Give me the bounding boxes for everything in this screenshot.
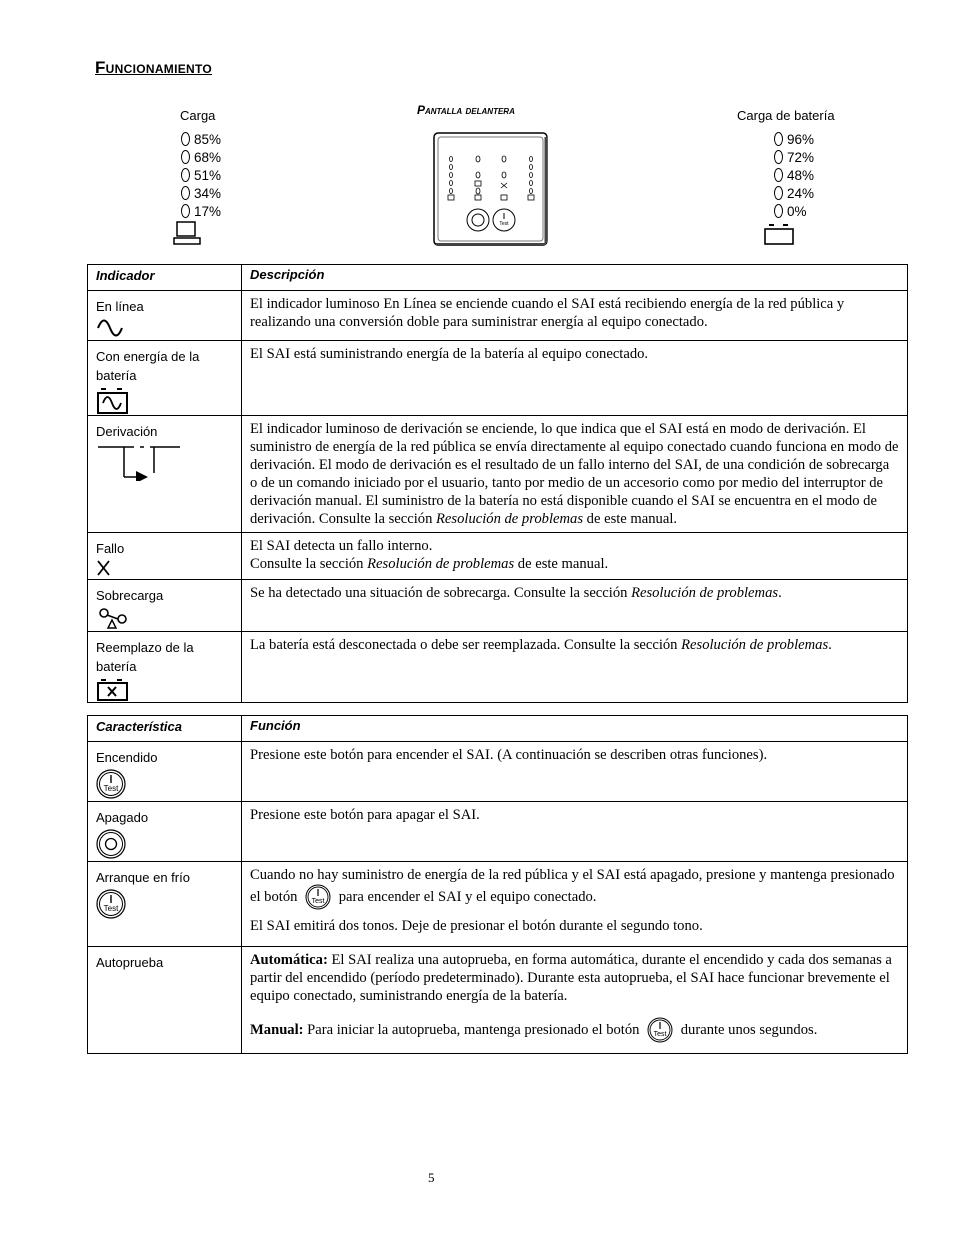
troubleshooting-reference: Resolución de problemas — [367, 556, 515, 572]
table-row — [88, 802, 908, 862]
indicator-name: Fallo — [96, 541, 125, 556]
feature-name: Encendido — [96, 750, 158, 765]
table-row: Arranque en frío Test Cuando no hay suministro de energía de la red pública y el SAI está apagado, presione y mantenga presionado el botón Test para encender el SAI y el equipo conectado. El SAI emitirá dos tonos. Deje de presionar el botón durante el segundo tono. — [88, 862, 908, 947]
battery-level-24: 24% — [774, 184, 814, 202]
battery-level-list — [774, 130, 814, 220]
indicator-name: Derivación — [96, 424, 158, 439]
load-level-51: 51% — [181, 166, 221, 184]
battery-level-96: 96% — [774, 130, 814, 148]
indicator-description: El SAI detecta un fallo interno. — [250, 538, 433, 554]
features-table — [87, 715, 908, 1054]
test-label: Test — [653, 1031, 667, 1038]
test-label: Test — [499, 221, 509, 227]
feature-name: Arranque en frío — [96, 870, 190, 885]
test-button-icon — [305, 884, 331, 910]
header-feature: Característica — [88, 716, 242, 742]
section-title: Funcionamiento — [95, 58, 213, 77]
indicator-description: Se ha detectado una situación de sobrecarga. Consulte la sección — [250, 585, 632, 601]
indicators-table-header — [88, 265, 908, 291]
automatic-description: El SAI realiza una autoprueba, en forma automática, durante el encendido y cada dos semanas a partir del encendido (período predeterminado). Durante esta autoprueba, el SAI hace funcionar brevemente el equipo conectado, suministrando energía de la batería. — [250, 952, 892, 1004]
load-level-85: 85% — [181, 130, 221, 148]
overload-icon — [96, 607, 130, 629]
fault-x-icon — [96, 560, 112, 576]
manual-description: Para iniciar la autoprueba, mantenga presionado el botón — [303, 1022, 644, 1038]
computer-load-icon — [173, 220, 203, 246]
load-level-68: 68% — [181, 148, 221, 166]
table-row: Autoprueba Automática: El SAI realiza una autoprueba, en forma automática, durante el encendido y cada dos semanas a partir del encendido (período predeterminado). Durante esta autoprueba, el SAI hace funcionar brevemente el equipo conectado, suministrando energía de la batería. Manual: Para iniciar la autoprueba, mantenga presionado el botón Test durante unos segundos. — [88, 947, 908, 1054]
sine-wave-icon — [96, 318, 128, 338]
indicator-description: El indicador luminoso En Línea se enciende cuando el SAI está recibiendo energía de la red pública y realizando una conversión doble para suministrar energía al equipo conectado. — [242, 291, 908, 341]
bypass-icon — [96, 443, 186, 481]
led-icon — [774, 168, 783, 182]
table-row — [88, 341, 908, 416]
led-icon — [181, 204, 190, 218]
features-table-header — [88, 716, 908, 742]
led-icon — [181, 132, 190, 146]
led-icon — [774, 132, 783, 146]
led-icon — [181, 186, 190, 200]
front-panel-illustration — [432, 131, 550, 248]
battery-level-48: 48% — [774, 166, 814, 184]
indicator-name: Reemplazo de la batería — [96, 640, 194, 674]
feature-description: Presione este botón para encender el SAI. (A continuación se describen otras funciones). — [242, 742, 908, 802]
indicator-description: El indicador luminoso de derivación se enciende, lo que indica que el SAI está en modo de derivación. El suministro de energía de la red pública se envía directamente al equipo conectado cuando funciona en modo de derivación. El modo de derivación es el resultado de un fallo interno del SAI, de una condición de sobrecarga o de un comando iniciado por el usuario, tanto por medio de un accesorio como por medio del interruptor de derivación manual. El suministro de la batería no está disponible cuando el SAI se encuentra en el modo de derivación. Consulte la sección — [250, 421, 899, 527]
troubleshooting-reference: Resolución de problemas — [436, 511, 584, 527]
indicator-description: El SAI está suministrando energía de la batería al equipo conectado. — [242, 341, 908, 416]
load-level-34: 34% — [181, 184, 221, 202]
manual-label: Manual: — [250, 1022, 304, 1038]
test-label: Test — [103, 784, 119, 793]
table-row — [88, 291, 908, 341]
automatic-label: Automática: — [250, 952, 328, 968]
indicator-name: Con energía de la batería — [96, 349, 200, 383]
test-button-icon — [647, 1017, 673, 1043]
indicator-description: La batería está desconectada o debe ser reemplazada. Consulte la sección — [250, 637, 682, 653]
indicator-name: En línea — [96, 299, 144, 314]
battery-replace-icon — [96, 678, 130, 702]
load-label: Carga — [180, 108, 216, 123]
indicators-table — [87, 264, 908, 703]
off-button-icon — [96, 829, 128, 861]
test-button-icon — [96, 769, 128, 801]
header-indicator: Indicador — [88, 265, 242, 291]
feature-name: Autoprueba — [96, 955, 164, 970]
troubleshooting-reference: Resolución de problemas — [631, 585, 779, 601]
battery-charge-label: Carga de batería — [737, 108, 835, 123]
header-description: Descripción — [242, 265, 908, 291]
feature-description: Presione este botón para apagar el SAI. — [242, 802, 908, 862]
battery-level-72: 72% — [774, 148, 814, 166]
table-row: Derivación El indicador luminoso de derivación se enciende, lo que indica que el SAI está en modo de derivación. El suministro de energía de la red pública se envía directamente al equipo conectado cuando funciona en modo de derivación. El modo de derivación es el resultado de un fallo interno del SAI, de una condición de sobrecarga o de un comando iniciado por el usuario, tanto por medio de un accesorio como por medio del interruptor de derivación manual. El suministro de la batería no está disponible cuando el SAI se encuentra en el modo de derivación. Consulte la sección Resolución de problemas de este manual. — [88, 416, 908, 533]
load-level-list — [181, 130, 221, 220]
battery-level-0: 0% — [774, 202, 814, 220]
battery-sine-icon — [96, 387, 130, 415]
table-row — [88, 742, 908, 802]
led-icon — [181, 168, 190, 182]
led-icon — [774, 186, 783, 200]
table-row: Reemplazo de la batería La batería está desconectada o debe ser reemplazada. Consulte la sección Resolución de problemas. — [88, 632, 908, 703]
feature-description: Cuando no hay suministro de energía de la red pública y el SAI está apagado, presione y mantenga presionado el botón — [250, 867, 895, 905]
indicator-name: Sobrecarga — [96, 588, 164, 603]
test-label: Test — [311, 898, 325, 905]
table-row: Fallo El SAI detecta un fallo interno. Consulte la sección Resolución de problemas de este manual. — [88, 533, 908, 580]
led-icon — [774, 150, 783, 164]
header-function: Función — [242, 716, 908, 742]
test-label: Test — [103, 904, 119, 913]
feature-name: Apagado — [96, 810, 149, 825]
table-row: Sobrecarga Se ha detectado una situación de sobrecarga. Consulte la sección Resolución de problemas. — [88, 580, 908, 632]
front-panel-title: Pantalla delantera — [417, 103, 515, 117]
troubleshooting-reference: Resolución de problemas — [681, 637, 829, 653]
led-icon — [774, 204, 783, 218]
page-number: 5 — [428, 1170, 435, 1185]
load-level-17: 17% — [181, 202, 221, 220]
test-button-icon — [96, 889, 128, 921]
battery-icon — [763, 222, 795, 246]
led-icon — [181, 150, 190, 164]
feature-description-note: El SAI emitirá dos tonos. Deje de presionar el botón durante el segundo tono. — [250, 918, 703, 934]
